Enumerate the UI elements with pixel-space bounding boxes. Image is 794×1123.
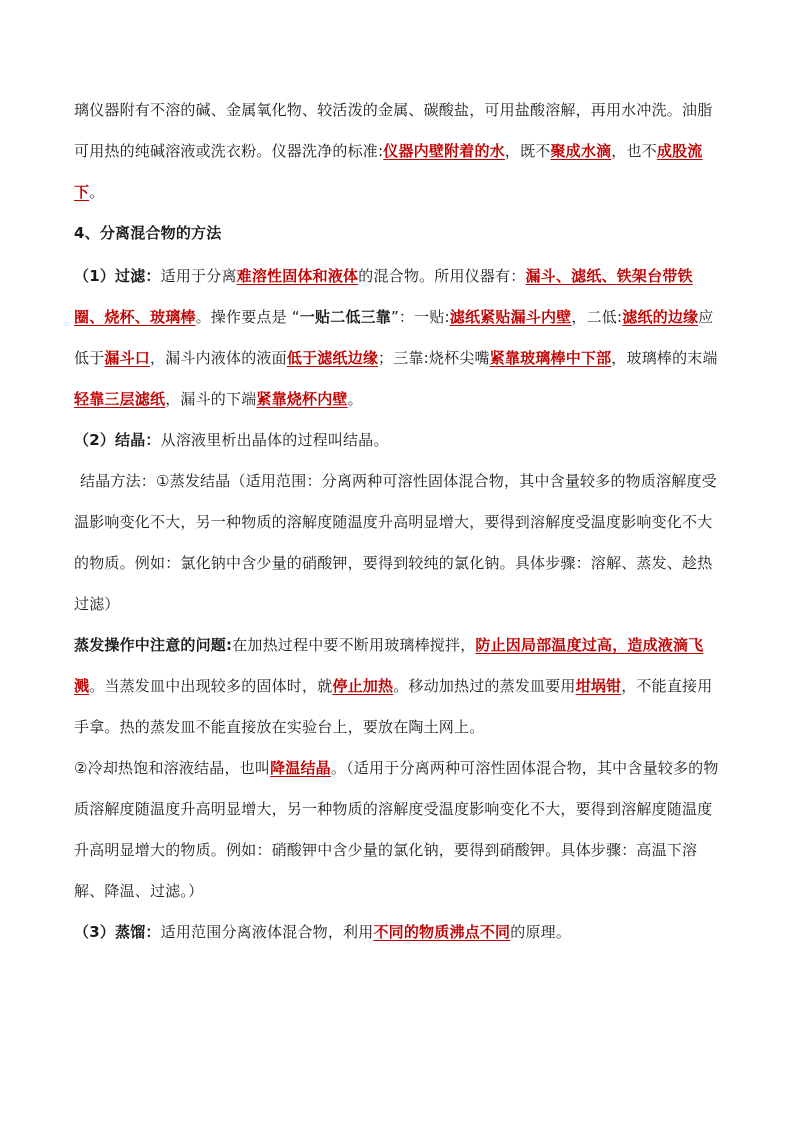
key-term: 轻靠三层滤纸 (74, 390, 166, 408)
text: 。移动加热过的蒸发皿要用 (393, 677, 576, 695)
item-label: （3）蒸馏： (74, 923, 161, 941)
key-term: 难溶性固体和液体 (236, 267, 359, 285)
text: 。 (347, 390, 363, 408)
key-term: 漏斗、滤纸、铁架台带铁圈、烧杯、玻璃棒 (74, 267, 693, 326)
text: 适用于分离 (160, 267, 237, 285)
text: ，漏斗内液体的液面 (150, 349, 287, 367)
key-term: 滤纸的边缘 (622, 308, 699, 326)
text: 适用范围分离液体混合物，利用 (160, 923, 374, 941)
key-term: 防止因局部温度过高，造成液滴飞溅 (74, 636, 704, 695)
key-term: 紧靠烧杯内壁 (256, 390, 348, 408)
paragraph-crystal-method: 结晶方法：①蒸发结晶（适用范围：分离两种可溶性固体混合物，其中含量较多的物质溶解度受温影响变化不大，另一种物质的溶解度随温度升高明显增大，要得到溶解度受温度影响变化不大的物质。例如：氯化钠中含少量的硝酸钾，要得到较纯的氯化钠。具体步骤：溶解、蒸发、趁热过滤） (74, 472, 717, 613)
item-label: 蒸发操作中注意的问题: (74, 636, 233, 654)
text: 在加热过程中要不断用玻璃棒搅拌， (232, 636, 476, 654)
text: 。操作要点是 “ (195, 308, 300, 326)
text: 从溶液里析出晶体的过程叫结晶。 (160, 431, 389, 449)
key-term: 滤纸紧贴漏斗内壁 (449, 308, 572, 326)
paragraph-filtration (74, 256, 722, 420)
key-term: 停止加热 (332, 677, 394, 695)
item-label: （2）结晶： (74, 431, 161, 449)
text: 的原理。 (510, 923, 572, 941)
paragraph-cleaning (74, 90, 722, 213)
text: ，既不 (504, 142, 551, 160)
text: ，玻璃棒的末端 (611, 349, 718, 367)
key-term: 漏斗口 (104, 349, 151, 367)
bold-term: 一贴二低三靠 (299, 308, 391, 326)
paragraph-distillation (74, 912, 722, 953)
key-term: 成股流下 (74, 142, 703, 201)
key-term: 聚成水滴 (550, 142, 612, 160)
text: ②冷却热饱和溶液结晶，也叫 (74, 759, 271, 777)
text: 。 (89, 183, 105, 201)
key-term: 仪器内壁附着的水 (383, 142, 505, 160)
section-heading: 4、分离混合物的方法 (74, 224, 222, 242)
paragraph-evaporation (74, 625, 722, 748)
text: ，不能直接用手拿。热的蒸发皿不能直接放在实验台上，要放在陶土网上。 (74, 677, 713, 736)
key-term: 紧靠玻璃棒中下部 (489, 349, 612, 367)
paragraph-crystallization (74, 420, 722, 461)
key-term: 降温结晶 (270, 759, 331, 777)
text: 应低于 (74, 308, 714, 367)
text: ，漏斗的下端 (165, 390, 257, 408)
text: 。（适用于分离两种可溶性固体混合物，其中含量较多的物质溶解度随温度升高明显增大，另一种物质的溶解度受温度影响变化不大，要得到溶解度随温度升高明显增大的物质。例如：硝酸钾中含少量的氯化钠，要得到硝酸钾。具体步骤：高温下溶解、降温、过滤。） (74, 759, 719, 900)
key-term: 不同的物质沸点不同 (373, 923, 511, 941)
key-term: 低于滤纸边缘 (286, 349, 379, 367)
key-term: 坩埚钳 (575, 677, 622, 695)
text: ”：一贴: (390, 308, 450, 326)
text: ；三靠:烧杯尖嘴 (378, 349, 490, 367)
text: 的混合物。所用仪器有： (358, 267, 526, 285)
text: ，二低: (571, 308, 623, 326)
text: 。当蒸发皿中出现较多的固体时，就 (89, 677, 333, 695)
text: ，也不 (611, 142, 657, 160)
text: 璃仪器附有不溶的碱、金属氧化物、较活泼的金属、碳酸盐，可用盐酸溶解，再用水冲洗。油脂可用热的纯碱溶液或洗衣粉。仪器洗净的标准: (74, 101, 713, 160)
paragraph-cooling (74, 748, 722, 912)
item-label: （1）过滤： (74, 267, 161, 285)
